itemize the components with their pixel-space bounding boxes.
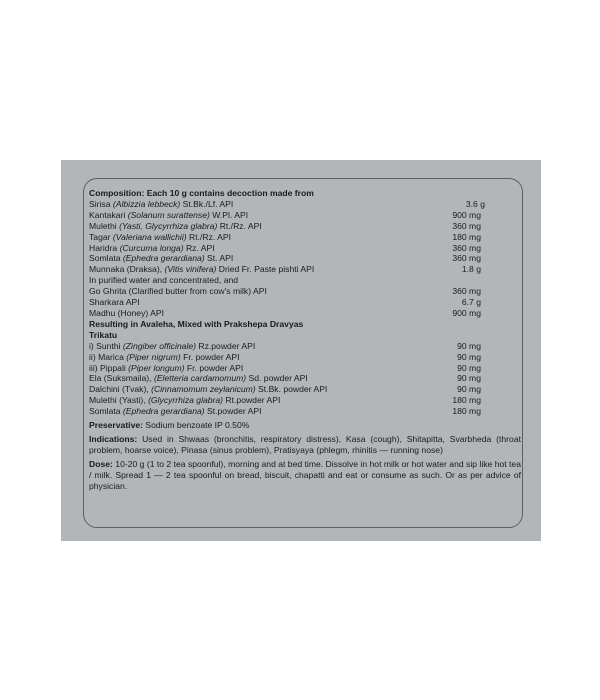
- dose-label: Dose:: [89, 458, 113, 469]
- ingredient-quantity: 900 mg: [452, 307, 481, 318]
- ingredient-name: iii) Pippali (Piper longum) Fr. powder API: [89, 362, 244, 373]
- botanical-name: (Yasti, Glycyrrhiza glabra): [119, 220, 218, 231]
- composition-title: Composition: Each 10 g contains decoction made from: [89, 188, 314, 198]
- botanical-name: (Solanum surattense): [127, 209, 210, 220]
- ingredient-name: Sirisa (Albizzia lebbeck) St.Bk./Lf. API: [89, 198, 234, 209]
- ingredient-list-prakshepa: [89, 341, 521, 417]
- ingredient-list-decoction: [89, 199, 521, 275]
- ingredient-quantity: 180 mg: [452, 406, 481, 417]
- botanical-name: (Glycyrrhiza glabra): [148, 395, 224, 406]
- ingredient-row: [89, 286, 521, 297]
- indications-text: Used in Shwaas (bronchitis, respiratory distress), Kasa (cough), Shitapitta, Svarbheda (throat problem, hoarse voice), Pinasa (sinus problem), Pratisyaya (phlegm, rhinitis — running nose): [89, 433, 521, 455]
- ingredient-quantity: 180 mg: [452, 395, 481, 406]
- ingredient-list-additions: [89, 286, 521, 319]
- ingredient-row: [89, 395, 521, 406]
- ingredient-row: [89, 341, 521, 352]
- dose-paragraph: [89, 459, 521, 492]
- label-panel: [61, 160, 541, 541]
- ingredient-row: [89, 297, 521, 308]
- preservative-text: Sodium benzoate IP 0.50%: [143, 420, 250, 431]
- indications-paragraph: [89, 434, 521, 456]
- ingredient-name: Kantakari (Solanum surattense) W.Pl. API: [89, 209, 249, 220]
- ingredient-name: Dalchini (Tvak), (Cinnamomum zeylanicum) St.Bk. powder API: [89, 384, 328, 395]
- resulting-title: Resulting in Avaleha, Mixed with Prakshepa Dravyas: [89, 318, 304, 329]
- ingredient-quantity: 360 mg: [452, 220, 481, 231]
- botanical-name: (Piper longum): [128, 362, 185, 373]
- ingredient-name: Madhu (Honey) API: [89, 307, 164, 318]
- ingredient-name: Go Ghrita (Clarified butter from cow's milk) API: [89, 286, 267, 297]
- dose-text: 10-20 g (1 to 2 tea spoonful), morning and at bed time. Dissolve in hot milk or hot water and sip like hot tea / milk. Spread 1 — 2 tea spoonful on bread, biscuit, chapatti and eat or consume as such. Or as per advice of physician.: [89, 458, 521, 491]
- botanical-name: (Valeriana wallichii): [112, 231, 187, 242]
- ingredient-quantity: 90 mg: [457, 373, 481, 384]
- trikatu-title: Trikatu: [89, 329, 118, 340]
- ingredient-name: Somlata (Ephedra gerardiana) St.powder API: [89, 406, 262, 417]
- ingredient-name: Sharkara API: [89, 297, 140, 308]
- ingredient-row: [89, 384, 521, 395]
- ingredient-quantity: 3.6 g: [465, 198, 485, 209]
- ingredient-row: [89, 243, 521, 254]
- ingredient-quantity: 360 mg: [452, 253, 481, 264]
- ingredient-quantity: 360 mg: [452, 242, 481, 253]
- botanical-name: (Cinnamomum zeylanicum): [151, 384, 256, 395]
- ingredient-quantity: 360 mg: [452, 286, 481, 297]
- preservative-label: Preservative:: [89, 420, 143, 431]
- ingredient-name: Haridra (Curcuma longa) Rz. API: [89, 242, 215, 253]
- ingredient-quantity: 1.8 g: [461, 264, 481, 275]
- ingredient-name: Somlata (Ephedra gerardiana) St. API: [89, 253, 234, 264]
- ingredient-row: [89, 264, 521, 275]
- botanical-name: (Zingiber officinale): [122, 340, 196, 351]
- ingredient-quantity: 90 mg: [457, 351, 481, 362]
- ingredient-row: [89, 221, 521, 232]
- purified-line: In purified water and concentrated, and: [89, 275, 239, 286]
- ingredient-name: Ela (Suksmaila), (Eletteria cardamomum) Sd. powder API: [89, 373, 308, 384]
- ingredient-quantity: 90 mg: [457, 362, 481, 373]
- botanical-name: (Piper nigrum): [126, 351, 181, 362]
- ingredient-row: [89, 363, 521, 374]
- botanical-name: (Eletteria cardamomum): [153, 373, 247, 384]
- ingredient-name: Mulethi (Yasti, Glycyrrhiza glabra) Rt./Rz. API: [89, 220, 262, 231]
- ingredient-name: ii) Marica (Piper nigrum) Fr. powder API: [89, 351, 240, 362]
- ingredient-quantity: 90 mg: [457, 384, 481, 395]
- label-content: [89, 188, 521, 491]
- botanical-name: (Vitis vinifera): [164, 264, 217, 275]
- ingredient-quantity: 6.7 g: [461, 297, 481, 308]
- ingredient-row: [89, 199, 521, 210]
- ingredient-row: [89, 406, 521, 417]
- ingredient-name: Munnaka (Draksa), (Vitis vinifera) Dried Fr. Paste pishti API: [89, 264, 315, 275]
- ingredient-name: Tagar (Valeriana wallichii) Rt./Rz. API: [89, 231, 232, 242]
- ingredient-row: [89, 253, 521, 264]
- ingredient-row: [89, 373, 521, 384]
- botanical-name: (Ephedra gerardiana): [122, 406, 205, 417]
- ingredient-name: i) Sunthi (Zingiber officinale) Rz.powder API: [89, 340, 256, 351]
- ingredient-row: [89, 210, 521, 221]
- indications-label: Indications:: [89, 433, 138, 444]
- botanical-name: (Curcuma longa): [119, 242, 184, 253]
- ingredient-row: [89, 308, 521, 319]
- ingredient-name: Mulethi (Yasti), (Glycyrrhiza glabra) Rt.powder API: [89, 395, 281, 406]
- preservative-paragraph: [89, 420, 521, 431]
- ingredient-quantity: 900 mg: [452, 209, 481, 220]
- ingredient-row: [89, 232, 521, 243]
- ingredient-row: [89, 352, 521, 363]
- botanical-name: (Albizzia lebbeck): [112, 198, 181, 209]
- ingredient-quantity: 180 mg: [452, 231, 481, 242]
- botanical-name: (Ephedra gerardiana): [122, 253, 205, 264]
- ingredient-quantity: 90 mg: [457, 340, 481, 351]
